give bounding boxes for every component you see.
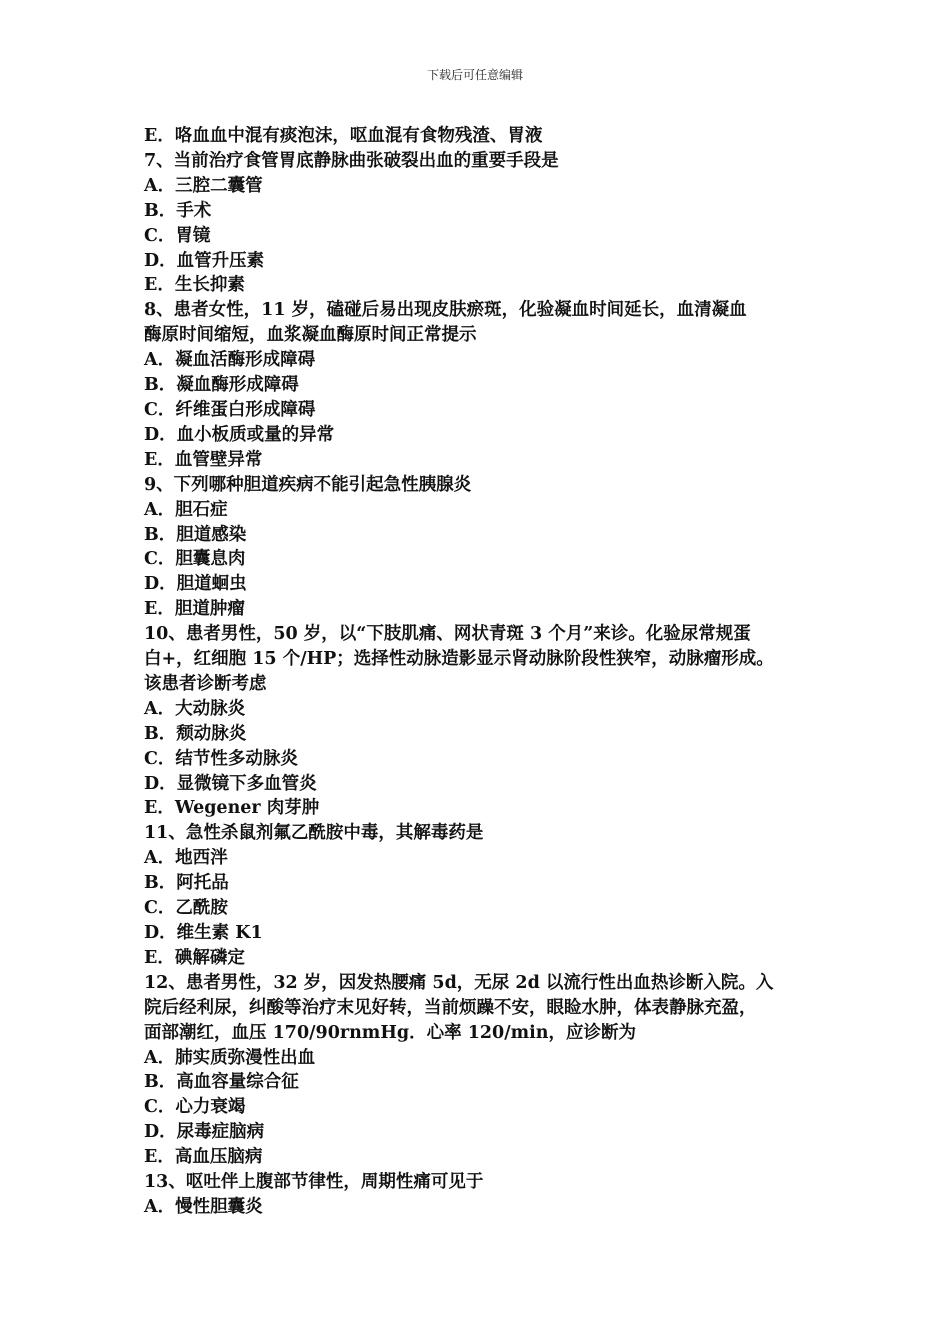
text-line: E．Wegener 肉芽肿 xyxy=(144,798,320,819)
text-line: D．血小板质或量的异常 xyxy=(144,424,335,445)
text-line: E．咯血血中混有痰泡沫，呕血混有食物残渣、胃液 xyxy=(144,126,543,146)
text-line: 院后经利尿，纠酸等治疗末见好转，当前烦躁不安，眼睑水肿，体表静脉充盈， xyxy=(144,997,757,1018)
text-line: A．胆石症 xyxy=(144,499,228,520)
text-line: A．地西泮 xyxy=(144,848,228,869)
text-line: C．胆囊息肉 xyxy=(144,549,246,570)
text-line: C．胃镜 xyxy=(144,225,211,246)
text-line: B．胆道感染 xyxy=(144,524,247,545)
text-line: C．乙酰胺 xyxy=(144,898,228,919)
text-line: 12、患者男性，32 岁，因发热腰痛 5d，无尿 2d 以流行性出血热诊断入院。入 xyxy=(144,972,774,993)
text-line: 白+，红细胞 15 个/HP；选择性动脉造影显示肾动脉阶段性狭窄，动脉瘤形成。 xyxy=(144,649,774,670)
text-line: E．生长抑素 xyxy=(144,275,245,296)
text-line: A．肺实质弥漫性出血 xyxy=(144,1047,316,1068)
text-line: A．三腔二囊管 xyxy=(144,175,263,196)
text-line: B．高血容量综合征 xyxy=(144,1072,299,1093)
text-line: B．颓动脉炎 xyxy=(144,723,247,744)
text-line: A．凝血活酶形成障碍 xyxy=(144,350,316,371)
text-line: D．显微镜下多血管炎 xyxy=(144,773,317,794)
text-line: D．尿毒症脑病 xyxy=(144,1122,265,1143)
text-line: D．血管升压素 xyxy=(144,250,265,271)
text-line: 酶原时间缩短，血浆凝血酶原时间正常提示 xyxy=(144,325,477,346)
text-line: 13、呕吐伴上腹部节律性，周期性痛可见于 xyxy=(144,1172,484,1193)
text-line: D．维生素 K1 xyxy=(144,923,263,943)
text-line: 8、患者女性，11 岁，磕碰后易出现皮肤瘀斑，化验凝血时间延长，血清凝血 xyxy=(144,300,747,321)
text-line: A．大动脉炎 xyxy=(144,698,246,719)
text-line: 7、当前治疗食管胃底静脉曲张破裂出血的重要手段是 xyxy=(144,150,559,171)
text-line: E．胆道肿瘤 xyxy=(144,599,245,620)
text-line: 面部潮红，血压 170/90rnmHg．心率 120/min，应诊断为 xyxy=(144,1022,636,1043)
text-line: B．凝血酶形成障碍 xyxy=(144,375,299,396)
text-line: E．高血压脑病 xyxy=(144,1147,263,1168)
text-line: B．阿托品 xyxy=(144,873,229,894)
text-line: D．胆道蛔虫 xyxy=(144,574,247,595)
text-line: A．慢性胆囊炎 xyxy=(144,1196,263,1217)
text-line: 该患者诊断考虑 xyxy=(144,673,267,694)
text-line: 11、急性杀鼠剂氟乙酰胺中毒，其解毒药是 xyxy=(144,823,484,844)
text-line: B．手术 xyxy=(144,200,212,221)
document-body xyxy=(144,124,834,1220)
text-line: C．心力衰竭 xyxy=(144,1097,246,1118)
text-line: 9、下列哪种胆道疾病不能引起急性胰腺炎 xyxy=(144,474,472,495)
text-line: C．纤维蛋白形成障碍 xyxy=(144,399,316,420)
text-line: C．结节性多动脉炎 xyxy=(144,748,298,769)
text-line: E．碘解磷定 xyxy=(144,947,245,968)
text-line: E．血管壁异常 xyxy=(144,449,263,470)
page-header: 下载后可任意编辑 xyxy=(426,68,523,82)
text-line: 10、患者男性，50 岁，以“下肢肌痛、网状青斑 3 个月”来诊。化验尿常规蛋 xyxy=(144,624,751,645)
